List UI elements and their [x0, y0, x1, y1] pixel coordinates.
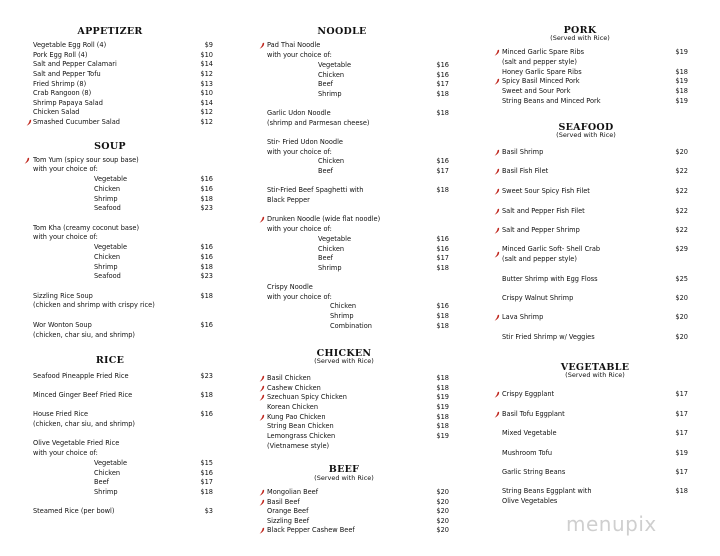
vegetable-subtitle: (Served with Rice): [565, 371, 625, 379]
chili-pepper-icon: [259, 414, 265, 421]
item-price: $20: [675, 294, 688, 302]
seafood-subtitle: (Served with Rice): [556, 131, 616, 139]
chili-pepper-icon: [494, 314, 500, 321]
option-price: $16: [436, 235, 449, 243]
option-price: $18: [436, 322, 449, 330]
item-price: $22: [675, 226, 688, 234]
item-price: $13: [200, 80, 213, 88]
option-name: Beef: [318, 167, 333, 175]
item-price: $17: [675, 429, 688, 437]
item-price: $19: [436, 403, 449, 411]
item-price: $18: [436, 384, 449, 392]
item-name: Minced Garlic Spare Ribs: [502, 48, 585, 56]
option-name: Beef: [94, 478, 109, 486]
item-name: Crispy Noodle: [267, 283, 313, 291]
item-price: $10: [200, 51, 213, 59]
item-price: $12: [200, 108, 213, 116]
option-price: $17: [200, 478, 213, 486]
chili-pepper-icon: [26, 119, 32, 126]
pork-title: PORK: [563, 25, 597, 36]
item-name: Basil Chicken: [267, 374, 311, 382]
option-name: Seafood: [94, 272, 121, 280]
item-name: Vegetable Egg Roll (4): [33, 41, 107, 49]
item-price: $18: [436, 413, 449, 421]
option-name: Shrimp: [318, 264, 342, 272]
seafood-title: SEAFOOD: [558, 122, 614, 133]
option-price: $16: [200, 243, 213, 251]
chili-pepper-icon: [259, 385, 265, 392]
item-name: String Beans Eggplant with: [502, 487, 592, 495]
item-name: Salt and Pepper Calamari: [33, 60, 117, 68]
beef-title: BEEF: [328, 464, 360, 475]
item-name: Seafood Pineapple Fried Rice: [33, 372, 129, 380]
item-name: Basil Tofu Eggplant: [502, 410, 565, 418]
item-description: Black Pepper: [267, 196, 310, 204]
chili-pepper-icon: [259, 489, 265, 496]
item-name: Basil Beef: [267, 498, 300, 506]
item-price: $20: [436, 507, 449, 515]
option-price: $16: [200, 175, 213, 183]
item-price: $29: [675, 245, 688, 253]
item-price: $17: [675, 410, 688, 418]
chili-pepper-icon: [494, 168, 500, 175]
chili-pepper-icon: [494, 208, 500, 215]
item-description: (chicken, char siu, and shrimp): [33, 331, 135, 339]
item-name: Sizzling Rice Soup: [33, 292, 93, 300]
chicken-title: CHICKEN: [316, 348, 372, 359]
item-name: Stir Fried Shrimp w/ Veggies: [502, 333, 595, 341]
chili-pepper-icon: [259, 527, 265, 534]
option-name: Combination: [330, 322, 372, 330]
option-price: $16: [200, 469, 213, 477]
item-price: $23: [200, 372, 213, 380]
chili-pepper-icon: [494, 49, 500, 56]
option-name: Chicken: [318, 157, 345, 165]
item-name: Mushroom Tofu: [502, 449, 553, 457]
item-description: (chicken, char siu, and shrimp): [33, 420, 135, 428]
option-name: Shrimp: [318, 90, 342, 98]
item-price: $18: [436, 109, 449, 117]
item-price: $20: [675, 333, 688, 341]
item-description: (Vietnamese style): [267, 442, 330, 450]
item-name: Drunken Noodle (wide flat noodle): [267, 215, 381, 223]
item-name: Salt and Pepper Fish Filet: [502, 207, 585, 215]
appetizer-title: APPETIZER: [77, 26, 143, 37]
option-name: Vegetable: [318, 61, 351, 69]
chili-pepper-icon: [494, 149, 500, 156]
item-name: Crispy Eggplant: [502, 390, 555, 398]
rice-title: RICE: [95, 355, 125, 366]
item-price: $22: [675, 187, 688, 195]
option-price: $23: [200, 272, 213, 280]
chili-pepper-icon: [259, 375, 265, 382]
item-name: Stir- Fried Udon Noodle: [267, 138, 343, 146]
option-name: Vegetable: [318, 235, 351, 243]
item-name: Minced Garlic Soft- Shell Crab: [502, 245, 601, 253]
item-description: (salt and pepper style): [502, 58, 577, 66]
option-name: Chicken: [94, 469, 121, 477]
chili-pepper-icon: [259, 499, 265, 506]
item-price: $22: [675, 167, 688, 175]
item-price: $16: [200, 410, 213, 418]
menupix-watermark-logo: menupix: [566, 512, 657, 536]
item-name: Garlic Udon Noodle: [267, 109, 331, 117]
chili-pepper-icon: [494, 78, 500, 85]
option-price: $16: [436, 302, 449, 310]
item-price: $19: [436, 393, 449, 401]
item-name: Olive Vegetable Fried Rice: [33, 439, 120, 447]
item-price: $20: [436, 526, 449, 534]
option-name: Chicken: [94, 185, 121, 193]
item-name: String Bean Chicken: [267, 422, 334, 430]
item-description: with your choice of:: [33, 449, 98, 457]
option-price: $18: [200, 263, 213, 271]
item-price: $18: [436, 186, 449, 194]
soup-title: SOUP: [94, 141, 126, 152]
item-price: $9: [204, 41, 213, 49]
item-name: Pad Thai Noodle: [267, 41, 321, 49]
item-name: Orange Beef: [267, 507, 309, 515]
option-name: Chicken: [318, 71, 345, 79]
item-name: Szechuan Spicy Chicken: [267, 393, 347, 401]
item-name: Sizzling Beef: [267, 517, 310, 525]
item-price: $10: [200, 89, 213, 97]
option-price: $16: [436, 71, 449, 79]
item-name: Butter Shrimp with Egg Floss: [502, 275, 598, 283]
item-price: $18: [675, 487, 688, 495]
option-price: $17: [436, 254, 449, 262]
option-name: Beef: [318, 254, 333, 262]
item-price: $20: [436, 488, 449, 496]
option-name: Shrimp: [94, 195, 118, 203]
item-description: (chicken and shrimp with crispy rice): [33, 301, 155, 309]
item-name: Lava Shrimp: [502, 313, 544, 321]
item-name: Mongolian Beef: [267, 488, 319, 496]
chili-pepper-icon: [494, 391, 500, 398]
option-price: $15: [200, 459, 213, 467]
item-price: $18: [200, 391, 213, 399]
item-name: Smashed Cucumber Salad: [33, 118, 120, 126]
item-price: $19: [675, 97, 688, 105]
option-name: Vegetable: [94, 459, 127, 467]
item-name: Crispy Walnut Shrimp: [502, 294, 574, 302]
item-name: Pork Egg Roll (4): [33, 51, 88, 59]
option-price: $23: [200, 204, 213, 212]
item-price: $17: [675, 390, 688, 398]
option-name: Beef: [318, 80, 333, 88]
item-price: $3: [204, 507, 213, 515]
item-price: $14: [200, 99, 213, 107]
item-name: Spicy Basil Minced Pork: [502, 77, 580, 85]
item-description: with your choice of:: [267, 293, 332, 301]
option-name: Shrimp: [94, 488, 118, 496]
item-price: $16: [200, 321, 213, 329]
chili-pepper-icon: [259, 216, 265, 223]
option-price: $16: [436, 61, 449, 69]
item-price: $19: [675, 48, 688, 56]
noodle-title: NOODLE: [317, 26, 367, 37]
item-description: Olive Vegetables: [502, 497, 558, 505]
item-name: Minced Ginger Beef Fried Rice: [33, 391, 133, 399]
item-price: $19: [675, 449, 688, 457]
beef-subtitle: (Served with Rice): [314, 474, 374, 482]
option-name: Vegetable: [94, 175, 127, 183]
option-name: Seafood: [94, 204, 121, 212]
chili-pepper-icon: [494, 411, 500, 418]
item-name: Honey Garlic Spare Ribs: [502, 68, 582, 76]
item-description: (salt and pepper style): [502, 255, 577, 263]
item-name: Fried Shrimp (8): [33, 80, 87, 88]
item-description: with your choice of:: [33, 165, 98, 173]
chili-pepper-icon: [494, 227, 500, 234]
item-name: Korean Chicken: [267, 403, 319, 411]
option-price: $17: [436, 80, 449, 88]
item-name: Lemongrass Chicken: [267, 432, 336, 440]
item-price: $17: [675, 468, 688, 476]
chicken-subtitle: (Served with Rice): [314, 357, 374, 365]
item-description: with your choice of:: [33, 233, 98, 241]
option-price: $16: [200, 185, 213, 193]
item-price: $20: [436, 498, 449, 506]
option-price: $17: [436, 167, 449, 175]
item-name: String Beans and Minced Pork: [502, 97, 601, 105]
option-name: Chicken: [318, 245, 345, 253]
item-name: Steamed Rice (per bowl): [33, 507, 115, 515]
item-price: $14: [200, 60, 213, 68]
item-price: $19: [436, 432, 449, 440]
item-name: Sweet and Sour Pork: [502, 87, 571, 95]
item-price: $18: [675, 68, 688, 76]
item-name: Basil Fish Filet: [502, 167, 549, 175]
option-price: $18: [436, 90, 449, 98]
item-name: Kung Pao Chicken: [267, 413, 326, 421]
item-price: $18: [436, 374, 449, 382]
option-name: Shrimp: [94, 263, 118, 271]
option-name: Shrimp: [330, 312, 354, 320]
chili-pepper-icon: [494, 188, 500, 195]
item-name: Garlic String Beans: [502, 468, 566, 476]
item-name: Cashew Chicken: [267, 384, 321, 392]
item-name: Wor Wonton Soup: [33, 321, 92, 329]
option-price: $18: [200, 488, 213, 496]
option-name: Vegetable: [94, 243, 127, 251]
item-price: $18: [200, 292, 213, 300]
item-name: Salt and Pepper Shrimp: [502, 226, 580, 234]
item-name: Sweet Sour Spicy Fish Filet: [502, 187, 590, 195]
chili-pepper-icon: [494, 251, 500, 258]
item-price: $25: [675, 275, 688, 283]
item-name: Basil Shrimp: [502, 148, 544, 156]
item-name: Shrimp Papaya Salad: [33, 99, 103, 107]
item-name: Tom Yum (spicy sour soup base): [33, 156, 139, 164]
item-price: $12: [200, 70, 213, 78]
item-price: $20: [436, 517, 449, 525]
item-description: with your choice of:: [267, 51, 332, 59]
pork-subtitle: (Served with Rice): [550, 34, 610, 42]
option-name: Chicken: [94, 253, 121, 261]
item-name: Salt and Pepper Tofu: [33, 70, 101, 78]
option-price: $18: [200, 195, 213, 203]
item-price: $20: [675, 313, 688, 321]
item-price: $12: [200, 118, 213, 126]
chili-pepper-icon: [259, 42, 265, 49]
item-name: Mixed Vegetable: [502, 429, 557, 437]
item-name: Tom Kha (creamy coconut base): [33, 224, 140, 232]
chili-pepper-icon: [24, 157, 30, 164]
item-description: with your choice of:: [267, 148, 332, 156]
item-price: $18: [675, 87, 688, 95]
option-price: $16: [200, 253, 213, 261]
chili-pepper-icon: [259, 394, 265, 401]
option-name: Chicken: [330, 302, 357, 310]
item-description: (shrimp and Parmesan cheese): [267, 119, 370, 127]
item-name: Stir-Fried Beef Spaghetti with: [267, 186, 364, 194]
item-price: $22: [675, 207, 688, 215]
item-description: with your choice of:: [267, 225, 332, 233]
option-price: $16: [436, 245, 449, 253]
item-price: $20: [675, 148, 688, 156]
item-name: House Fried Rice: [33, 410, 89, 418]
item-name: Chicken Salad: [33, 108, 80, 116]
option-price: $18: [436, 264, 449, 272]
option-price: $18: [436, 312, 449, 320]
item-name: Crab Rangoon (8): [33, 89, 92, 97]
item-name: Black Pepper Cashew Beef: [267, 526, 355, 534]
item-price: $18: [436, 422, 449, 430]
item-price: $19: [675, 77, 688, 85]
option-price: $16: [436, 157, 449, 165]
vegetable-title: VEGETABLE: [560, 362, 630, 373]
